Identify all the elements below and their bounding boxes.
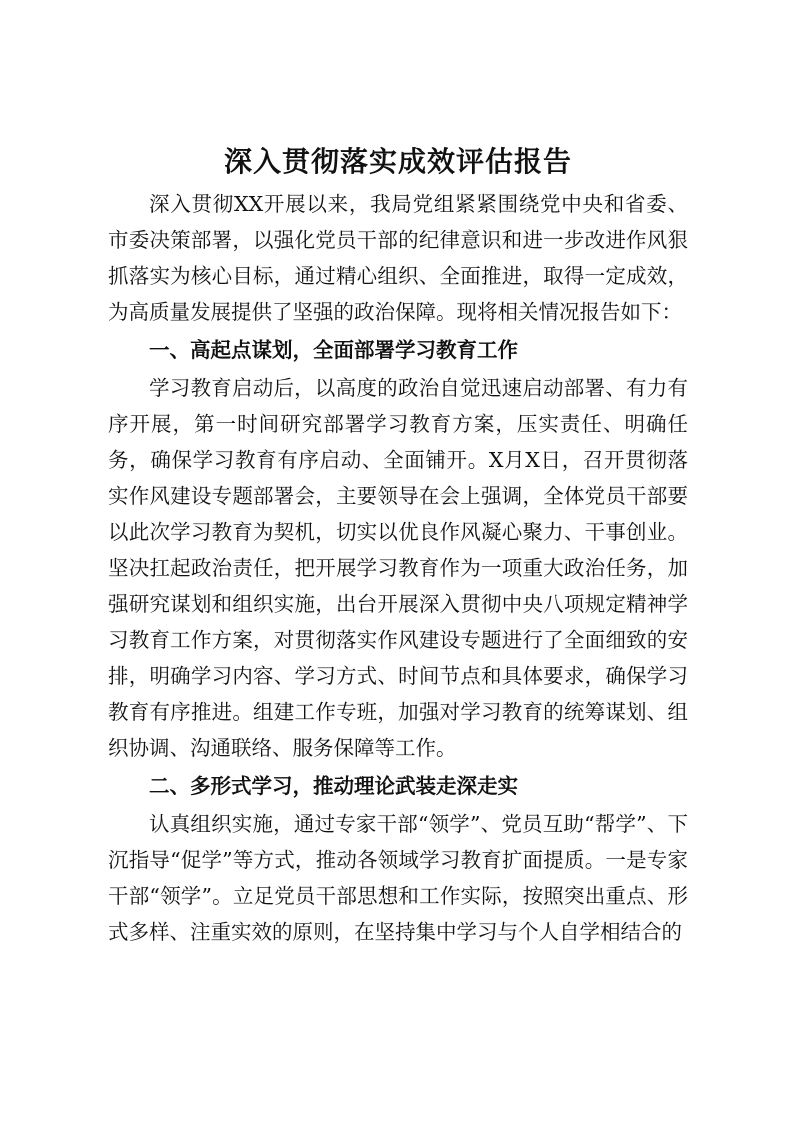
- section-heading-2: 二、多形式学习，推动理论武装走深走实: [149, 774, 518, 798]
- section-paragraph-2: 认真组织实施，通过专家干部“领学”、党员互助“帮学”、下沉指导“促学”等方式，推动各领域学习教育扩面提质。一是专家干部“领学”。立足党员干部思想和工作实际，按照突出重点、形式多样、注重实效的原则，在坚持集中学习与个人自学相结合的: [108, 812, 688, 944]
- document-page: [108, 140, 688, 950]
- section-paragraph-1: 学习教育启动后，以高度的政治自觉迅速启动部署、有力有序开展，第一时间研究部署学习教育方案，压实责任、明确任务，确保学习教育有序启动、全面铺开。X月X日，召开贯彻落实作风建设专题部署会，主要领导在会上强调，全体党员干部要以此次学习教育为契机，切实以优良作风凝心聚力、干事创业。坚决扛起政治责任，把开展学习教育作为一项重大政治任务，加强研究谋划和组织实施，出台开展深入贯彻中央八项规定精神学习教育工作方案，对贯彻落实作风建设专题进行了全面细致的安排，明确学习内容、学习方式、时间节点和具体要求，确保学习教育有序推进。组建工作专班，加强对学习教育的统筹谋划、组织协调、沟通联络、服务保障等工作。: [108, 376, 688, 760]
- document-title: 深入贯彻落实成效评估报告: [223, 145, 572, 178]
- intro-paragraph: 深入贯彻XX开展以来，我局党组紧紧围绕党中央和省委、市委决策部署，以强化党员干部的纪律意识和进一步改进作风狠抓落实为核心目标，通过精心组织、全面推进，取得一定成效，为高质量发展提供了坚强的政治保障。现将相关情况报告如下：: [108, 192, 688, 324]
- section-heading-1: 一、高起点谋划，全面部署学习教育工作: [149, 338, 518, 362]
